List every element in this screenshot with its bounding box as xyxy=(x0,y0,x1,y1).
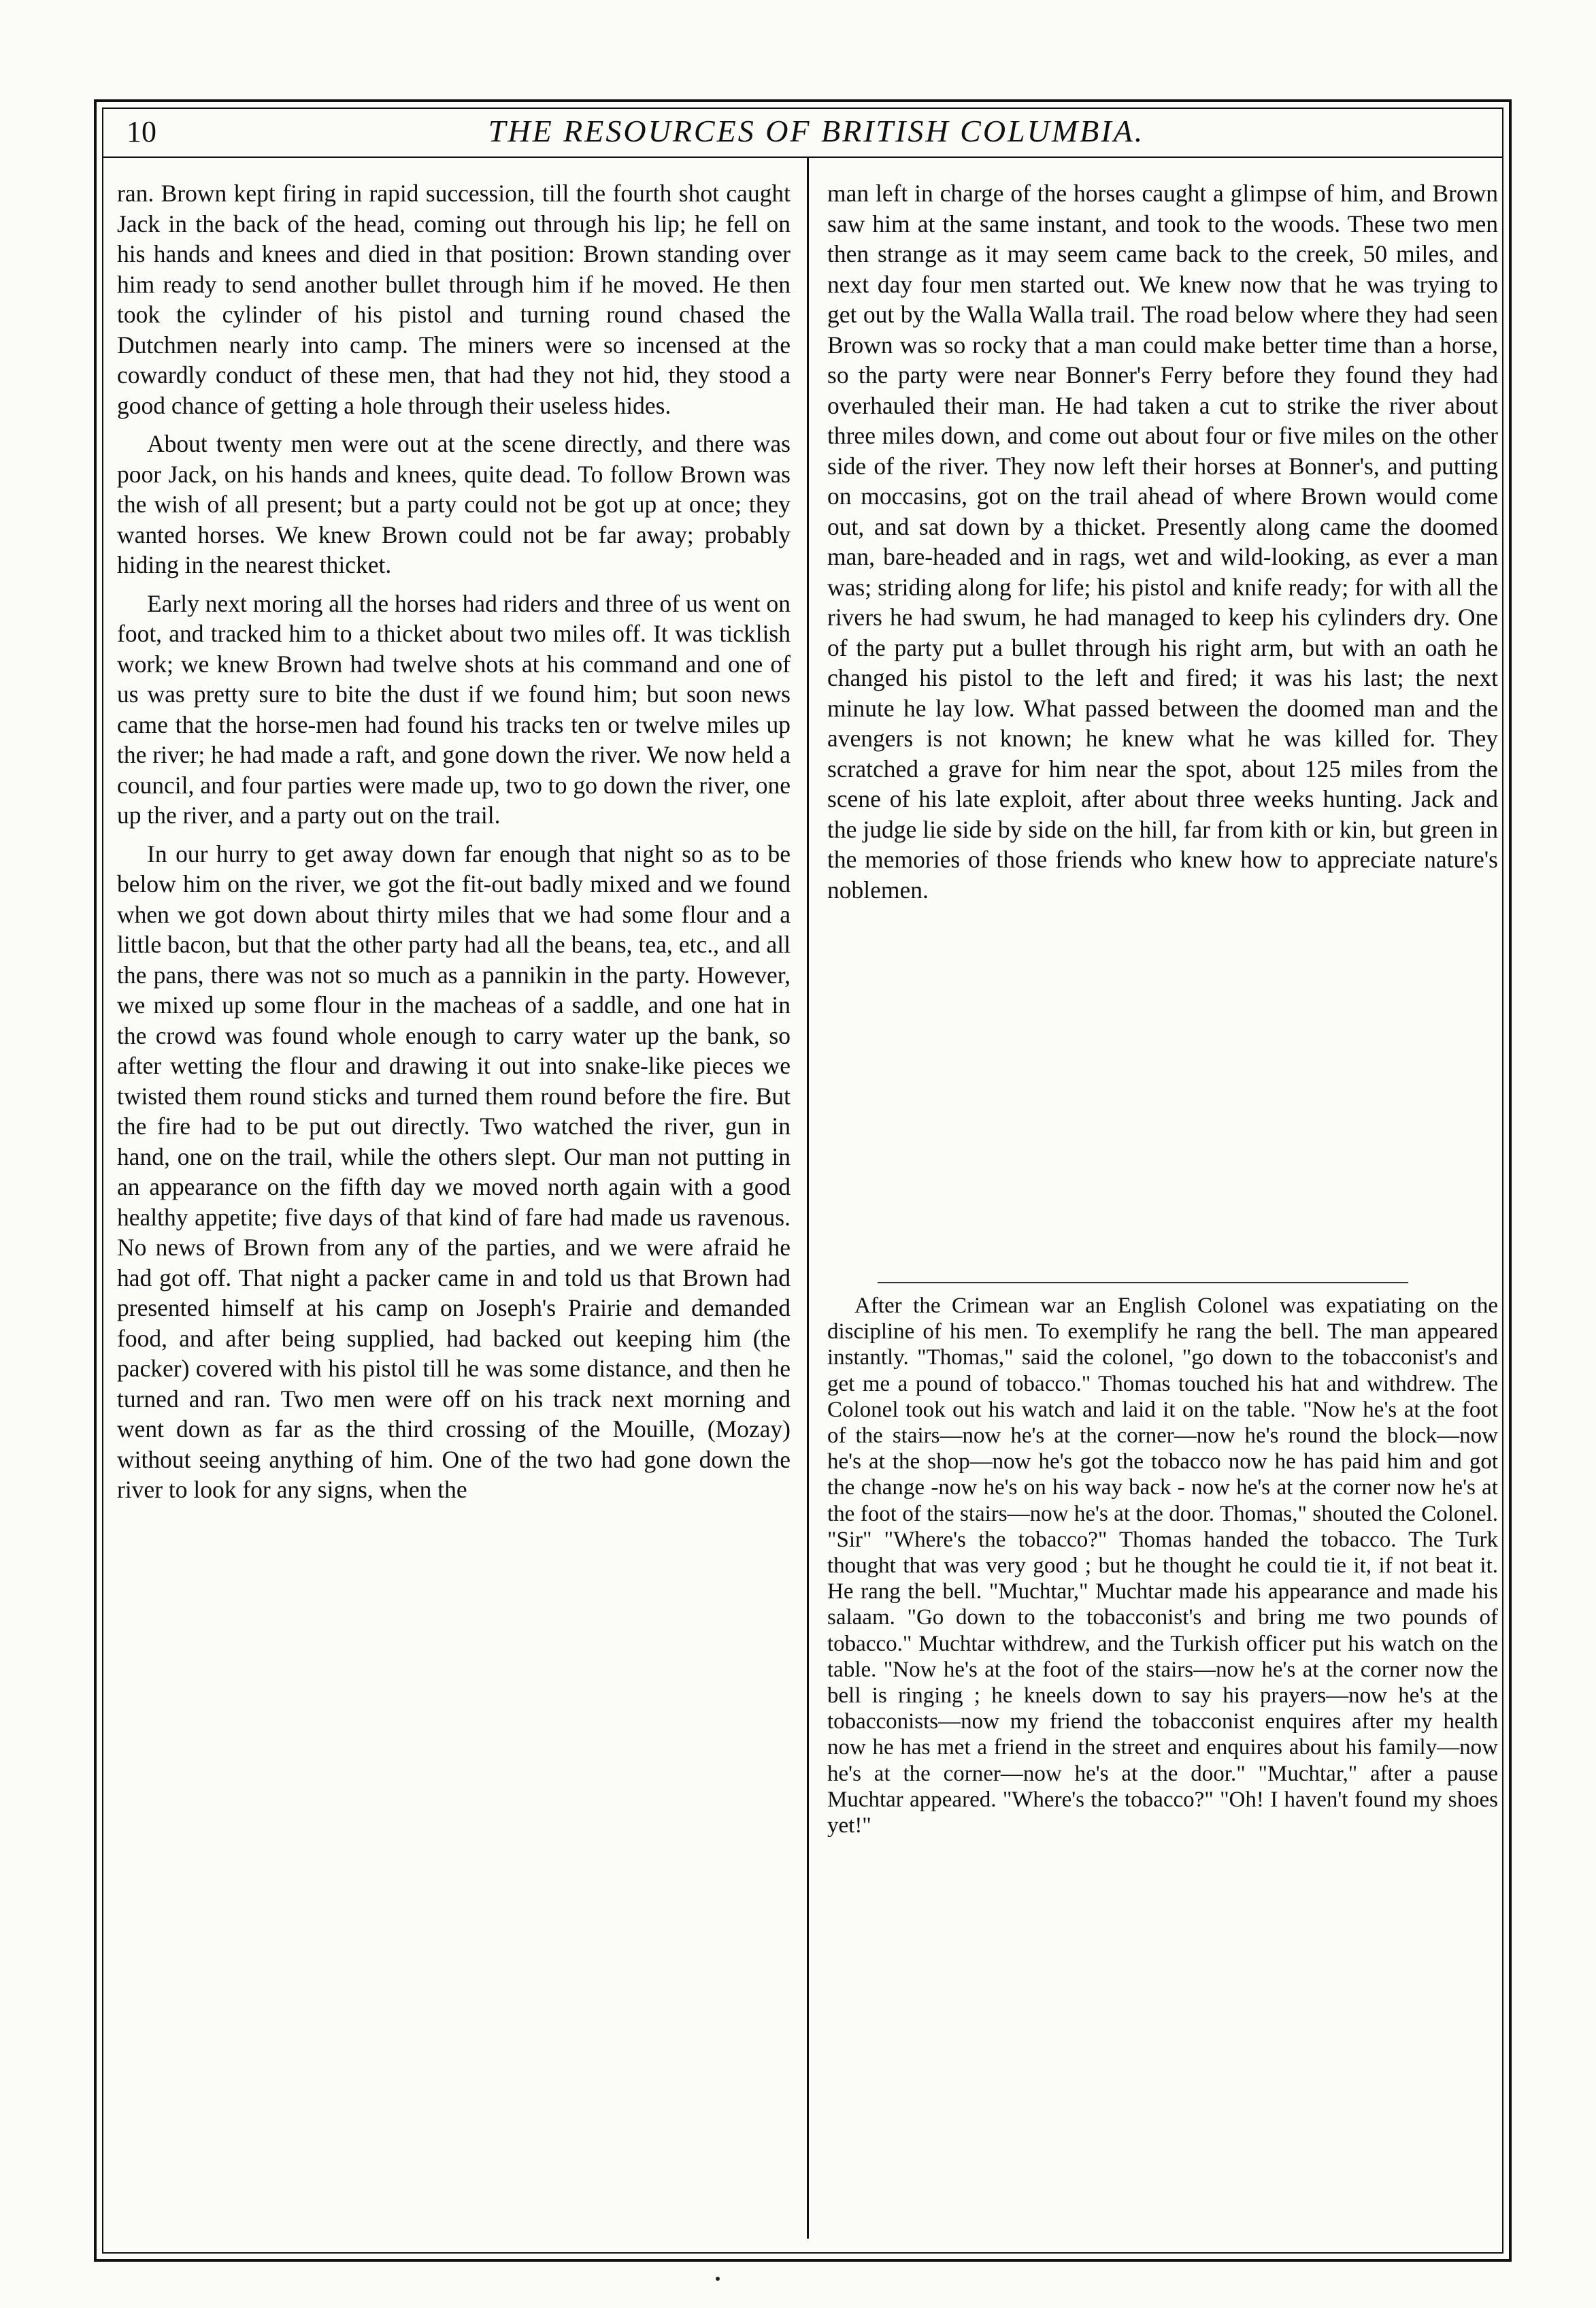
page-number: 10 xyxy=(127,115,156,148)
header-rule xyxy=(102,156,1503,158)
column-divider xyxy=(807,158,809,2239)
left-column xyxy=(117,178,791,1505)
section-separator xyxy=(878,1282,1408,1283)
paragraph: ran. Brown kept firing in rapid succession, till the fourth shot caught Jack in the back of the head, coming out through his lip; he fell on his hands and knees and died in that position: Brown standing over him ready to send another bullet through him if he moved. He then took the cylinder of his pistol and turning round chased the Dutchmen nearly into camp. The miners were so incensed at the cowardly conduct of these men, that had they not hid, they stood a good chance of getting a hole through their useless hides. xyxy=(117,180,791,419)
paragraph: After the Crimean war an English Colonel was expatiating on the discipline of his men. To exemplify he rang the bell. The man appeared instantly. "Thomas," said the colonel, "go down to the tobacconist's and get me a pound of tobacco." Thomas touched his hat and withdrew. The Colonel took out his watch and laid it on the table. "Now he's at the foot of the stairs—now he's at the corner—now he's round the block—now he's at the shop—now he's got the tobacco now he has paid him and got the change -now he's on his way back - now he's at the corner now he's at the foot of the stairs—now he's at the door. Thomas," shouted the Colonel. "Sir" "Where's the tobacco?" Thomas handed the tobacco. The Turk thought that was very good ; but he thought he could tie it, if not beat it. He rang the bell. "Muchtar," Muchtar made his appearance and made his salaam. "Go down to the tobacconist's and bring me two pounds of tobacco." Muchtar withdrew, and the Turkish officer put his watch on the table. "Now he's at the foot of the stairs—now he's at the corner now the bell is ringing ; he kneels down to say his prayers—now he's at the tobacconists—now my friend the tobacconist enquires after my health now he has met a friend in the street and enquires about his family—now he's at the corner—now he's at the door." "Muchtar," after a pause Muchtar appeared. "Where's the tobacco?" "Oh! I haven't found my shoes yet!" xyxy=(827,1293,1498,1839)
print-mark xyxy=(716,2277,720,2281)
running-title: THE RESOURCES OF BRITISH COLUMBIA. xyxy=(488,114,1145,148)
anecdote-column xyxy=(827,1293,1498,1839)
right-column xyxy=(827,178,1498,905)
paragraph: man left in charge of the horses caught a glimpse of him, and Brown saw him at the same instant, and took to the woods. These two men then strange as it may seem came back to the creek, 50 miles, and next day four men started out. We knew now that he was trying to get out by the Walla Walla trail. The road below where they had seen Brown was so rocky that a man could make better time than a horse, so the party were near Bonner's Ferry before they found they had overhauled their man. He had taken a cut to strike the river about three miles down, and come out about four or five miles on the other side of the river. They now left their horses at Bonner's, and putting on moccasins, got on the trail ahead of where Brown would come out, and sat down by a thicket. Presently along came the doomed man, bare-headed and in rags, wet and wild-looking, as ever a man was; striding along for life; his pistol and knife ready; for with all the rivers he had swum, he had managed to keep his cylinders dry. One of the party put a bullet through his right arm, but with an oath he changed his pistol to the left and fired; it was his last; the next minute he lay low. What passed between the doomed man and the avengers is not known; he knew what he was killed for. They scratched a grave for him near the spot, about 125 miles from the scene of his late exploit, after about three weeks hunting. Jack and the judge lie side by side on the hill, far from kith or kin, but green in the memories of those friends who knew how to appreciate nature's noblemen. xyxy=(827,180,1498,904)
paragraph: In our hurry to get away down far enough that night so as to be below him on the river, we got the fit-out badly mixed and we found when we got down about thirty miles that we had some flour and a little bacon, but that the other party had all the beans, tea, etc., and all the pans, there was not so much as a pannikin in the party. However, we mixed up some flour in the macheas of a saddle, and one hat in the crowd was found whole enough to carry water up the bank, so after wetting the flour and drawing it out into snake-like pieces we twisted them round sticks and turned them round before the fire. But the fire had to be put out directly. Two watched the river, gun in hand, one on the trail, while the others slept. Our man not putting in an appearance on the fifth day we moved north again with a good healthy appetite; five days of that kind of fare had made us ravenous. No news of Brown from any of the parties, and we were afraid he had got off. That night a packer came in and told us that Brown had presented himself at his camp on Joseph's Prairie and demanded food, and after being supplied, had backed out keeping him (the packer) covered with his pistol till he was some distance, and then he turned and ran. Two men were off on his track next morning and went down as far as the third crossing of the Mouille, (Mozay) without seeing anything of him. One of the two had gone down the river to look for any signs, when the xyxy=(117,840,791,1503)
paragraph: Early next moring all the horses had riders and three of us went on foot, and tracked him to a thicket about two miles off. It was ticklish work; we knew Brown had twelve shots at his command and one of us was pretty sure to bite the dust if we found him; but soon news came that the horse-men had found his tracks ten or twelve miles up the river; he had made a raft, and gone down the river. We now held a council, and four parties were made up, two to go down the river, one up the river, and a party out on the trail. xyxy=(117,589,791,829)
paragraph: About twenty men were out at the scene directly, and there was poor Jack, on his hands and knees, quite dead. To follow Brown was the wish of all present; but a party could not be got up at once; they wanted horses. We knew Brown could not be far away; probably hiding in the nearest thicket. xyxy=(117,430,791,578)
